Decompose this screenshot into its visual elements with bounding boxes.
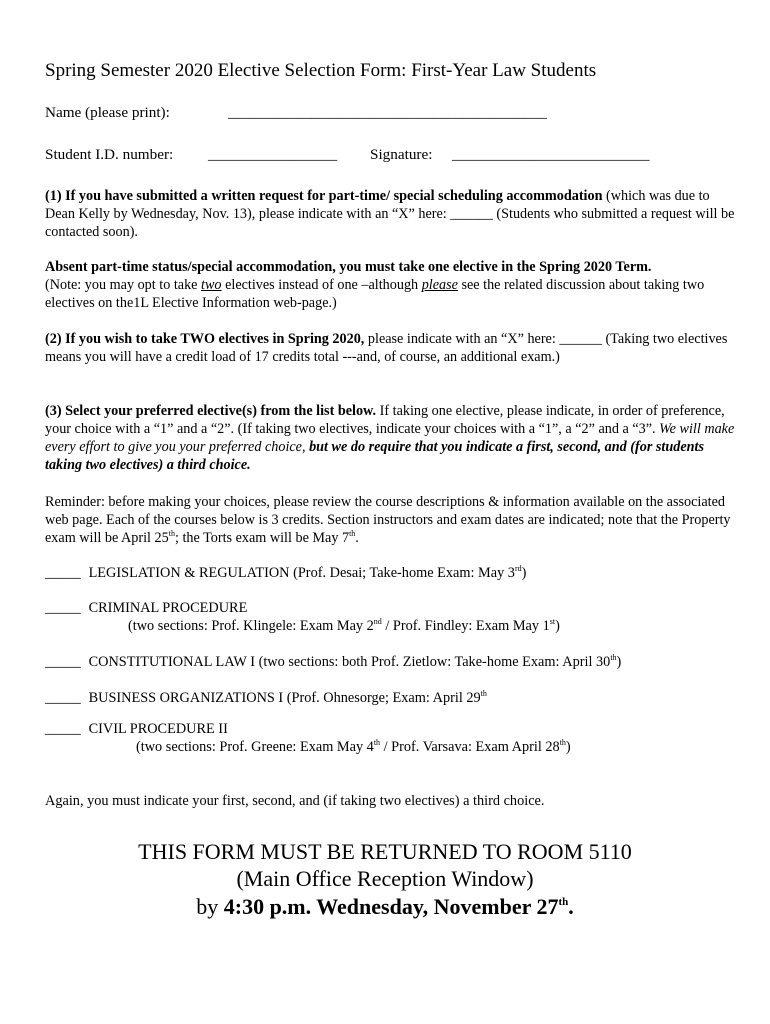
- course-choice-blank[interactable]: _____: [45, 721, 81, 737]
- course-detail-end: ): [616, 654, 622, 670]
- course-name: BUSINESS ORGANIZATIONS I: [88, 690, 284, 706]
- absent-heading: Absent part-time status/special accommodation, you must take one elective in the Spring 2020 Term.: [45, 259, 652, 275]
- course-sections-end: ): [565, 739, 571, 755]
- absent-note-end: see the related discussion about taking two electives on the1L Elective Information web-page.): [45, 277, 705, 311]
- reminder-text-2: ; the Torts exam will be May 7: [174, 530, 350, 546]
- name-label: Name (please print):: [45, 104, 170, 121]
- course-business-organizations: [45, 690, 487, 707]
- section-3-requirement: but we do require that you indicate a first, second, and (for students taking two electives) a third choice.: [45, 439, 704, 473]
- again-reminder: Again, you must indicate your first, second, and (if taking two electives) a third choice.: [45, 793, 545, 809]
- form-title: Spring Semester 2020 Elective Selection Form: First-Year Law Students: [45, 60, 597, 81]
- signature-field[interactable]: __________________________: [452, 146, 650, 163]
- course-sections-text: (two sections: Prof. Greene: Exam May 4: [136, 739, 374, 755]
- absent-note-start: (Note: you may opt to take: [45, 277, 202, 293]
- return-deadline: [0, 893, 770, 920]
- course-sections-end: ): [555, 618, 560, 634]
- student-id-field[interactable]: _________________: [208, 146, 338, 163]
- section-3-italic: We will make every effort to give you your preferred choice,: [45, 421, 735, 455]
- name-field[interactable]: __________________________________________: [228, 104, 547, 121]
- course-criminal-procedure: [45, 600, 560, 634]
- course-legislation: [45, 565, 526, 582]
- section-2-paragraph: [45, 330, 735, 366]
- course-sections-mid: / Prof. Varsava: Exam April 28: [380, 739, 560, 755]
- course-name: CRIMINAL PROCEDURE: [88, 600, 248, 616]
- absent-note-mid: electives instead of one –although: [221, 277, 422, 293]
- course-choice-blank[interactable]: _____: [45, 654, 81, 670]
- deadline-prefix: by: [196, 894, 224, 919]
- course-detail-sup: th: [480, 689, 487, 698]
- reminder-text-1: Reminder: before making your choices, please review the course descriptions & information available on the associated web page. Each of the courses below is 3 credits. Section instructors and exam dates are indicated; note that the Property exam will be April 25: [45, 494, 731, 546]
- section-3-heading: (3) Select your preferred elective(s) from the list below.: [45, 403, 377, 419]
- absent-note-please: please: [421, 277, 458, 293]
- course-detail: (Prof. Ohnesorge; Exam: April 29: [283, 690, 481, 706]
- section-1-text: (which was due to Dean Kelly by Wednesday, Nov. 13), please indicate with an “X” here: ______ (Students who submitted a request will be contacted soon).: [45, 188, 735, 240]
- course-name: CONSTITUTIONAL LAW I: [88, 654, 255, 670]
- absent-note-two: two: [201, 277, 222, 293]
- absent-paragraph: [45, 258, 735, 312]
- course-sections-sup-2: th: [559, 738, 566, 747]
- reminder-text-3: .: [355, 530, 359, 546]
- deadline-end: .: [568, 894, 574, 919]
- return-instruction: THIS FORM MUST BE RETURNED TO ROOM 5110: [138, 839, 632, 864]
- section-3-text: If taking one elective, please indicate, in order of preference, your choice with a “1” and a “2”. (If taking two electives, indicate your choices with a “1”, a “2” and a “3”.: [45, 403, 725, 437]
- course-detail-sup: th: [610, 653, 617, 662]
- course-name: LEGISLATION & REGULATION: [88, 565, 290, 581]
- section-2-heading: (2) If you wish to take TWO electives in Spring 2020,: [45, 331, 365, 347]
- deadline-sup: th: [558, 896, 569, 908]
- course-name: CIVIL PROCEDURE II: [88, 721, 228, 737]
- course-civil-procedure: [45, 721, 571, 755]
- course-sections-sup-1: nd: [373, 617, 382, 626]
- course-sections-mid: / Prof. Findley: Exam May 1: [381, 618, 550, 634]
- course-sections: [128, 618, 560, 635]
- reminder-paragraph: [45, 493, 735, 547]
- course-choice-blank[interactable]: _____: [45, 600, 81, 616]
- signature-label: Signature:: [370, 146, 433, 163]
- course-sections-text: (two sections: Prof. Klingele: Exam May 2: [128, 618, 374, 634]
- course-sections: [136, 739, 571, 756]
- course-sections-sup-2: st: [549, 617, 556, 626]
- section-2-text: please indicate with an “X” here: ______ (Taking two electives means you will have a credit load of 17 credits total ---and, of course, an additional exam.): [45, 331, 728, 365]
- course-choice-blank[interactable]: _____: [45, 690, 81, 706]
- course-detail-end: ): [521, 565, 527, 581]
- section-3-paragraph: [45, 402, 735, 474]
- return-location: (Main Office Reception Window): [236, 866, 534, 891]
- course-detail: (two sections: both Prof. Zietlow: Take-home Exam: April 30: [255, 654, 611, 670]
- course-sections-sup-1: th: [373, 738, 381, 747]
- reminder-sup-1: th: [168, 529, 175, 538]
- deadline-time: 4:30 p.m. Wednesday, November 27: [223, 894, 559, 919]
- course-detail: (Prof. Desai; Take-home Exam: May 3: [289, 565, 515, 581]
- reminder-sup-2: th: [349, 529, 356, 538]
- section-1-heading: (1) If you have submitted a written request for part-time/ special scheduling accommodation: [45, 188, 603, 204]
- student-id-label: Student I.D. number:: [45, 146, 174, 163]
- section-1-paragraph: [45, 187, 735, 241]
- course-constitutional-law: [45, 654, 621, 671]
- course-choice-blank[interactable]: _____: [45, 565, 81, 581]
- course-detail-sup: rd: [514, 564, 522, 573]
